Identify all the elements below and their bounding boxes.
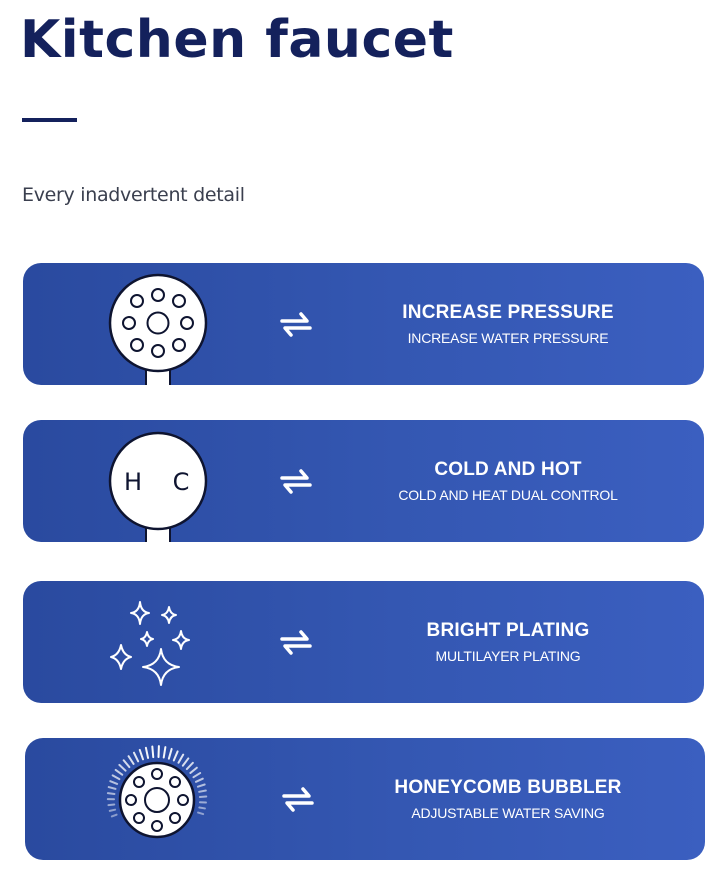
swap-arrows-icon <box>276 304 316 344</box>
feature-description: ADJUSTABLE WATER SAVING <box>411 805 605 821</box>
swap-arrows-icon <box>276 622 316 662</box>
feature-card-bright-plating <box>23 581 704 703</box>
feature-text <box>343 776 673 822</box>
spray-head-icon <box>83 263 243 385</box>
swap-arrows-icon <box>278 779 318 819</box>
hot-label: H <box>123 468 143 496</box>
feature-text <box>343 619 673 665</box>
feature-title: INCREASE PRESSURE <box>402 302 614 323</box>
feature-title: BRIGHT PLATING <box>426 620 590 641</box>
feature-text <box>343 458 673 504</box>
feature-card-honeycomb-bubbler <box>25 738 705 860</box>
feature-description: COLD AND HEAT DUAL CONTROL <box>398 487 618 503</box>
page-title: Kitchen faucet <box>20 10 454 70</box>
page-subtitle: Every inadvertent detail <box>22 184 245 206</box>
feature-card-cold-and-hot <box>23 420 704 542</box>
feature-card-increase-pressure <box>23 263 704 385</box>
feature-description: MULTILAYER PLATING <box>435 648 581 664</box>
bubbler-icon <box>85 738 245 860</box>
feature-text <box>343 301 673 347</box>
feature-description: INCREASE WATER PRESSURE <box>407 330 609 346</box>
hot-cold-dial-icon <box>83 420 243 542</box>
sparkle-icon <box>83 581 243 703</box>
feature-title: COLD AND HOT <box>434 459 582 480</box>
title-divider <box>22 118 77 122</box>
feature-title: HONEYCOMB BUBBLER <box>394 777 622 798</box>
cold-label: C <box>172 468 190 496</box>
swap-arrows-icon <box>276 461 316 501</box>
